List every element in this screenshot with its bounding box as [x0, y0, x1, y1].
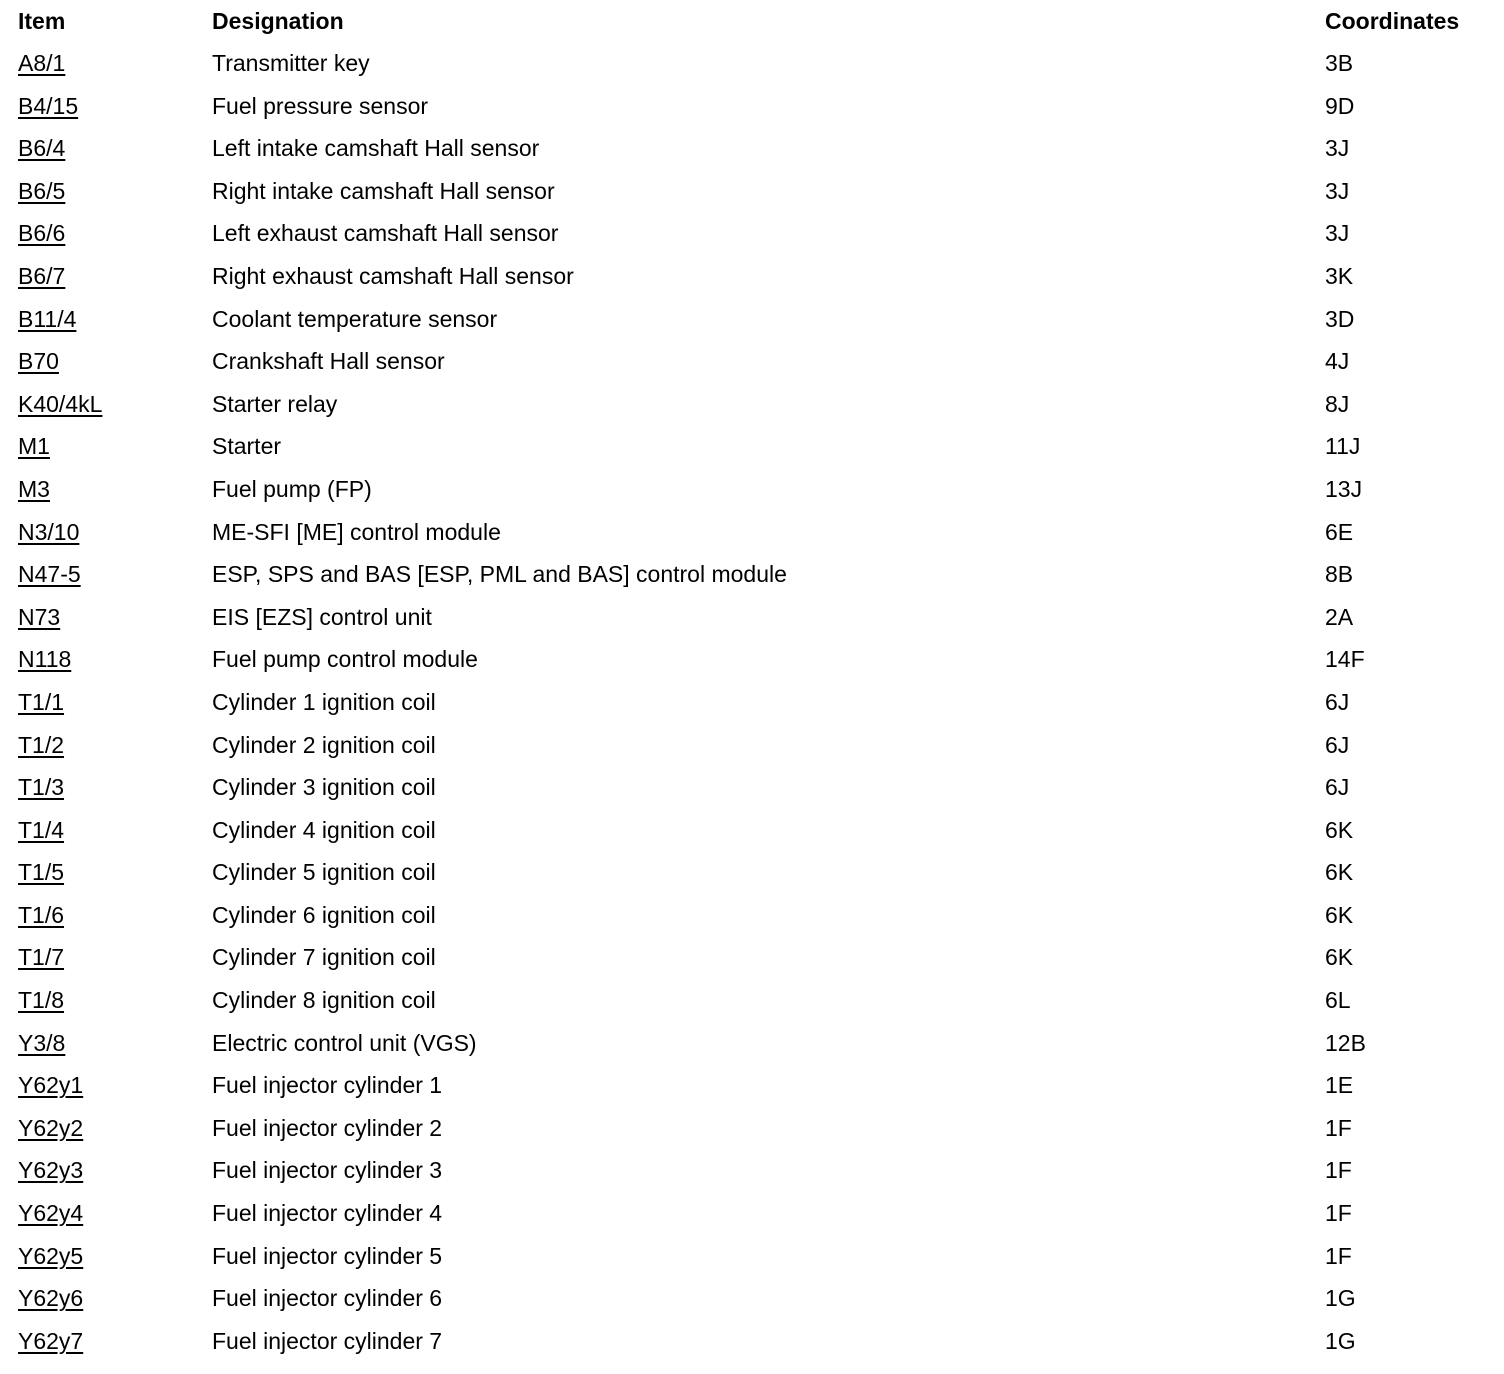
- item-link[interactable]: T1/2: [18, 731, 65, 758]
- item-link[interactable]: B4/15: [18, 92, 79, 119]
- table-row: [0, 425, 1504, 468]
- designation-cell: Right exhaust camshaft Hall sensor: [212, 262, 574, 289]
- table-row: [0, 553, 1504, 596]
- header-coordinates: Coordinates: [1325, 8, 1460, 34]
- item-link[interactable]: M3: [18, 475, 50, 502]
- coordinates-cell: 1G: [1325, 1327, 1356, 1354]
- coordinates-cell: 1F: [1325, 1114, 1352, 1141]
- item-cell: [18, 809, 64, 851]
- table-row: [0, 724, 1504, 767]
- coordinates-cell: 2A: [1325, 603, 1354, 630]
- item-cell: [18, 255, 65, 297]
- table-row: [0, 1064, 1504, 1107]
- designation-cell: Cylinder 2 ignition coil: [212, 731, 436, 758]
- item-cell: [18, 851, 64, 893]
- item-link[interactable]: Y62y2: [18, 1114, 84, 1141]
- item-cell: [18, 894, 64, 936]
- coordinates-cell: 3J: [1325, 177, 1350, 204]
- table-row: [0, 340, 1504, 383]
- table-header: [0, 0, 1504, 42]
- item-cell: [18, 1192, 83, 1234]
- item-link[interactable]: Y62y1: [18, 1072, 84, 1099]
- item-link[interactable]: N3/10: [18, 518, 80, 545]
- item-link[interactable]: T1/7: [18, 944, 65, 971]
- designation-cell: Fuel injector cylinder 2: [212, 1114, 443, 1141]
- header-item: Item: [18, 8, 66, 34]
- header-designation: Designation: [212, 8, 344, 34]
- coordinates-cell: 6K: [1325, 901, 1354, 928]
- table-row: [0, 127, 1504, 170]
- designation-cell: Fuel injector cylinder 4: [212, 1200, 443, 1227]
- coordinates-cell: 1E: [1325, 1072, 1354, 1099]
- item-link[interactable]: B6/7: [18, 262, 66, 289]
- coordinates-cell: 12B: [1325, 1029, 1366, 1056]
- coordinates-cell: 3J: [1325, 220, 1350, 247]
- coordinates-cell: 8J: [1325, 390, 1350, 417]
- table-row: [0, 170, 1504, 213]
- designation-cell: ME-SFI [ME] control module: [212, 518, 501, 545]
- designation-cell: Cylinder 3 ignition coil: [212, 774, 436, 801]
- coordinates-cell: 6K: [1325, 816, 1354, 843]
- coordinates-cell: 9D: [1325, 92, 1355, 119]
- designation-cell: Cylinder 7 ignition coil: [212, 944, 436, 971]
- coordinates-cell: 6L: [1325, 987, 1351, 1014]
- item-cell: [18, 127, 65, 169]
- table-row: [0, 1149, 1504, 1192]
- item-link[interactable]: T1/3: [18, 774, 65, 801]
- designation-cell: Fuel injector cylinder 7: [212, 1327, 443, 1354]
- item-cell: [18, 1320, 83, 1362]
- item-link[interactable]: Y62y6: [18, 1285, 84, 1312]
- coordinates-cell: 3K: [1325, 262, 1354, 289]
- coordinates-cell: 1F: [1325, 1242, 1352, 1269]
- item-cell: [18, 425, 50, 467]
- item-link[interactable]: A8/1: [18, 50, 66, 76]
- designation-cell: Cylinder 4 ignition coil: [212, 816, 436, 843]
- table-row: [0, 255, 1504, 298]
- item-cell: [18, 553, 81, 595]
- item-link[interactable]: B11/4: [18, 305, 77, 332]
- coordinates-cell: 3J: [1325, 135, 1350, 162]
- item-cell: [18, 340, 59, 382]
- table-row: [0, 85, 1504, 128]
- item-cell: [18, 85, 78, 127]
- table-row: [0, 979, 1504, 1022]
- designation-cell: Fuel pump control module: [212, 646, 478, 673]
- item-cell: [18, 511, 79, 553]
- coordinates-cell: 11J: [1325, 433, 1361, 460]
- table-row: [0, 1192, 1504, 1235]
- table-row: [0, 851, 1504, 894]
- table-row: [0, 1235, 1504, 1278]
- designation-cell: Crankshaft Hall sensor: [212, 348, 445, 375]
- designation-cell: ESP, SPS and BAS [ESP, PML and BAS] control module: [212, 561, 787, 588]
- item-link[interactable]: Y62y5: [18, 1242, 84, 1269]
- item-cell: [18, 681, 64, 723]
- item-cell: [18, 1149, 83, 1191]
- designation-cell: Starter: [212, 433, 282, 460]
- designation-cell: Right intake camshaft Hall sensor: [212, 177, 555, 204]
- table-row: [0, 511, 1504, 554]
- coordinates-cell: 4J: [1325, 348, 1350, 375]
- item-cell: [18, 979, 64, 1021]
- item-cell: [18, 468, 50, 510]
- item-cell: [18, 638, 71, 680]
- designation-cell: Fuel injector cylinder 3: [212, 1157, 443, 1184]
- designation-cell: Transmitter key: [212, 50, 370, 76]
- table-row: [0, 809, 1504, 852]
- table-row: [0, 468, 1504, 511]
- table-row: [0, 766, 1504, 809]
- coordinates-cell: 6E: [1325, 518, 1354, 545]
- coordinates-cell: 13J: [1325, 475, 1363, 502]
- item-link[interactable]: Y62y3: [18, 1157, 84, 1184]
- table-row: [0, 894, 1504, 937]
- table-row: [0, 1107, 1504, 1150]
- designation-cell: Cylinder 1 ignition coil: [212, 688, 436, 715]
- coordinates-cell: 6J: [1325, 688, 1350, 715]
- item-cell: [18, 1022, 65, 1064]
- designation-cell: Cylinder 5 ignition coil: [212, 859, 436, 886]
- designation-cell: Fuel injector cylinder 6: [212, 1285, 443, 1312]
- item-cell: [18, 1235, 83, 1277]
- coordinates-cell: 6J: [1325, 774, 1350, 801]
- designation-cell: Cylinder 8 ignition coil: [212, 987, 436, 1014]
- table-row: [0, 596, 1504, 639]
- designation-cell: Cylinder 6 ignition coil: [212, 901, 436, 928]
- item-link[interactable]: T1/1: [18, 688, 65, 715]
- designation-cell: Fuel injector cylinder 1: [212, 1072, 443, 1099]
- coordinates-cell: 3B: [1325, 50, 1354, 76]
- item-cell: [18, 1064, 83, 1106]
- table-row: [0, 681, 1504, 724]
- item-link[interactable]: Y62y4: [18, 1200, 84, 1227]
- item-link[interactable]: N47-5: [18, 561, 81, 588]
- item-cell: [18, 42, 65, 84]
- table-row: [0, 383, 1504, 426]
- item-link[interactable]: M1: [18, 433, 50, 460]
- coordinates-cell: 1F: [1325, 1200, 1352, 1227]
- item-cell: [18, 212, 65, 254]
- coordinates-cell: 6K: [1325, 944, 1354, 971]
- designation-cell: Left exhaust camshaft Hall sensor: [212, 220, 559, 247]
- item-link[interactable]: B6/6: [18, 220, 66, 247]
- table-row: [0, 638, 1504, 681]
- designation-cell: Fuel pressure sensor: [212, 92, 429, 119]
- item-link[interactable]: T1/4: [18, 816, 65, 843]
- designation-cell: Electric control unit (VGS): [212, 1029, 477, 1056]
- coordinates-cell: 6J: [1325, 731, 1350, 758]
- coordinates-cell: 8B: [1325, 561, 1354, 588]
- coordinates-cell: 3D: [1325, 305, 1355, 332]
- table-row: [0, 1022, 1504, 1065]
- designation-cell: Coolant temperature sensor: [212, 305, 498, 332]
- table-row: [0, 1277, 1504, 1320]
- item-cell: [18, 298, 76, 340]
- item-link[interactable]: T1/5: [18, 859, 65, 886]
- item-cell: [18, 596, 60, 638]
- table-body: [0, 42, 1504, 1362]
- item-cell: [18, 936, 64, 978]
- coordinates-cell: 14F: [1325, 646, 1365, 673]
- designation-cell: EIS [EZS] control unit: [212, 603, 432, 630]
- item-link[interactable]: Y62y7: [18, 1327, 84, 1354]
- item-link[interactable]: N73: [18, 603, 61, 630]
- item-link[interactable]: T1/6: [18, 901, 65, 928]
- table-row: [0, 212, 1504, 255]
- table-row: [0, 42, 1504, 85]
- item-link[interactable]: T1/8: [18, 987, 65, 1014]
- designation-cell: Fuel pump (FP): [212, 475, 372, 502]
- designation-cell: Left intake camshaft Hall sensor: [212, 135, 540, 162]
- coordinates-cell: 6K: [1325, 859, 1354, 886]
- item-cell: [18, 1277, 83, 1319]
- table-row: [0, 1320, 1504, 1363]
- table-row: [0, 298, 1504, 341]
- item-link[interactable]: B6/5: [18, 177, 66, 204]
- item-link[interactable]: N118: [18, 646, 72, 673]
- coordinates-cell: 1F: [1325, 1157, 1352, 1184]
- item-link[interactable]: K40/4kL: [18, 390, 103, 417]
- item-link[interactable]: B70: [18, 348, 59, 375]
- designation-cell: Starter relay: [212, 390, 338, 417]
- item-cell: [18, 1107, 83, 1149]
- item-link[interactable]: B6/4: [18, 135, 66, 162]
- designation-cell: Fuel injector cylinder 5: [212, 1242, 443, 1269]
- table-row: [0, 936, 1504, 979]
- item-cell: [18, 724, 64, 766]
- coordinates-cell: 1G: [1325, 1285, 1356, 1312]
- item-link[interactable]: Y3/8: [18, 1029, 66, 1056]
- item-cell: [18, 170, 65, 212]
- item-cell: [18, 766, 64, 808]
- item-cell: [18, 383, 102, 425]
